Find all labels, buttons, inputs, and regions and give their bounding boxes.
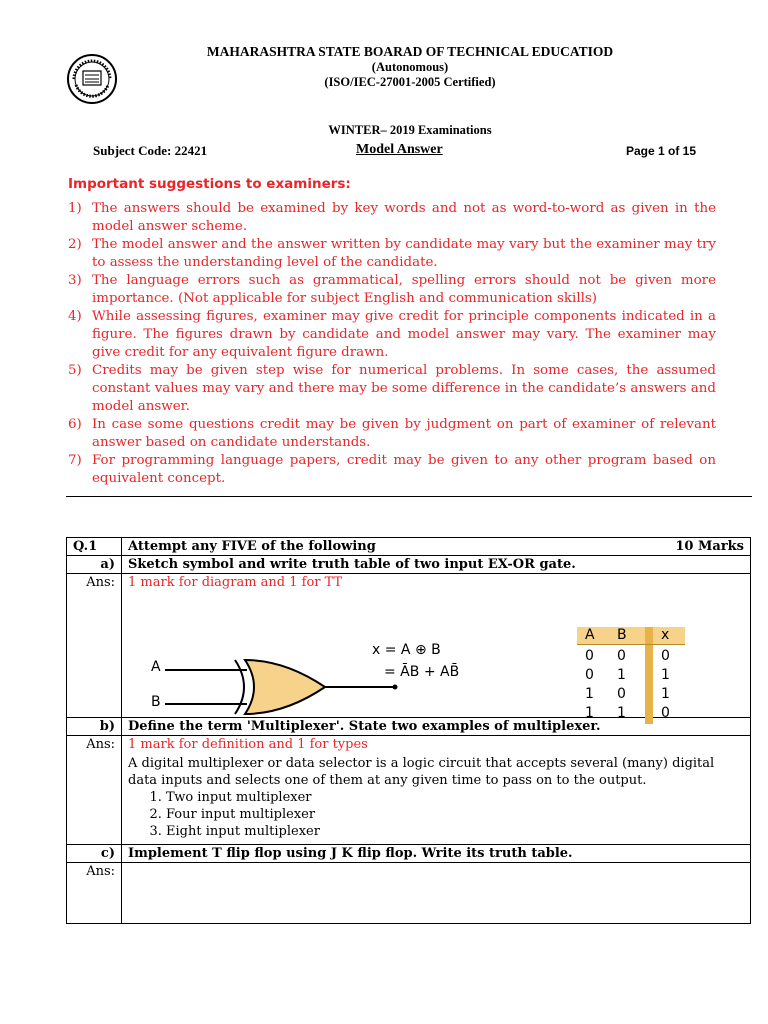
tt-cell: 1 [617, 667, 626, 683]
suggestion-number: 4) [68, 309, 82, 324]
list-item: 3. Eight input multiplexer [166, 823, 744, 840]
list-item: 1. Two input multiplexer [166, 789, 744, 806]
tt-cell: 1 [585, 686, 594, 702]
answer-b-cell [122, 736, 751, 845]
truth-table [577, 627, 685, 724]
suggestion-item [68, 200, 716, 236]
tt-cell: 0 [585, 667, 594, 683]
q-c-text: Implement T flip flop using J K flip flop. Write its truth table. [122, 845, 751, 863]
tt-cell: 0 [617, 686, 626, 702]
question-table [66, 537, 751, 924]
table-row [67, 538, 751, 556]
suggestion-number: 3) [68, 273, 82, 288]
xor-back-arc [235, 660, 244, 714]
tt-cell: 0 [661, 705, 670, 721]
suggestion-text: For programming language papers, credit may be given to any other program based on equivalent concept. [92, 453, 716, 486]
a-marking: 1 mark for diagram and 1 for TT [128, 575, 343, 590]
tt-header-line [577, 644, 685, 645]
certified-label: (ISO/IEC-27001-2005 Certified) [324, 75, 496, 89]
ans-label: Ans: [67, 574, 122, 718]
table-row [67, 556, 751, 574]
suggestion-item [68, 416, 716, 452]
xor-equation-1: x = A ⊕ B [372, 642, 441, 658]
board-name: MAHARASHTRA STATE BOARAD OF TECHNICAL EDUCATIOD [206, 44, 614, 59]
answer-c-cell [122, 863, 751, 924]
page-number: Page 1 of 15 [626, 144, 697, 158]
autonomous-label: (Autonomous) [371, 60, 449, 74]
q1-heading [122, 538, 751, 556]
tt-header-cell: A [585, 627, 595, 643]
table-row [67, 863, 751, 924]
tt-header-cell: B [617, 627, 627, 643]
suggestion-text: The model answer and the answer written by candidate may vary but the examiner may try to assess the understanding level of the candidate. [92, 237, 716, 270]
suggestion-text: The language errors such as grammatical, spelling errors should not be given more importance. (Not applicable for subject English and communication skills) [92, 273, 716, 306]
suggestion-text: In case some questions credit may be given by judgment on part of examiner of relevant answer based on candidate understands. [92, 417, 716, 450]
list-item: 2. Four input multiplexer [166, 806, 744, 823]
ans-label: Ans: [67, 736, 122, 845]
tt-cell: 1 [661, 667, 670, 683]
suggestions-list [68, 200, 716, 488]
q-b-label: b) [67, 718, 122, 736]
table-row [67, 845, 751, 863]
input-b-label: B [151, 694, 161, 710]
tt-header-cell: x [661, 627, 670, 643]
b-examples-list [128, 789, 744, 840]
divider-line [66, 496, 752, 497]
q1-label: Q.1 [67, 538, 122, 556]
tt-cell: 0 [617, 648, 626, 664]
tt-cell: 1 [661, 686, 670, 702]
b-marking: 1 mark for definition and 1 for types [128, 737, 368, 752]
suggestion-number: 1) [68, 201, 82, 216]
suggestion-number: 7) [68, 453, 82, 468]
b-definition: A digital multiplexer or data selector is a logic circuit that accepts several (many) digital data inputs and selects one of them at any given time to pass on to the output. [128, 756, 715, 788]
tt-cell: 1 [617, 705, 626, 721]
input-a-label: A [151, 659, 161, 675]
suggestions-title: Important suggestions to examiners: [68, 176, 351, 192]
output-node [393, 685, 398, 690]
table-row [67, 736, 751, 845]
ans-label: Ans: [67, 863, 122, 924]
suggestion-number: 5) [68, 363, 82, 378]
q-a-label: a) [67, 556, 122, 574]
suggestion-text: The answers should be examined by key words and not as word-to-word as given in the model answer scheme. [92, 201, 716, 234]
xor-gate-body [245, 660, 325, 714]
tt-cell: 1 [585, 705, 594, 721]
xor-gate-figure [145, 640, 475, 720]
tt-separator-bar [645, 627, 653, 724]
exam-title: WINTER– 2019 Examinations [328, 123, 492, 137]
subject-code: Subject Code: 22421 [93, 143, 208, 158]
suggestion-item [68, 308, 716, 362]
suggestion-item [68, 236, 716, 272]
xor-equation-2: = ĀB + AB̄ [384, 664, 460, 680]
suggestion-number: 2) [68, 237, 82, 252]
suggestion-item [68, 452, 716, 488]
tt-cell: 0 [585, 648, 594, 664]
q-c-label: c) [67, 845, 122, 863]
model-answer-title: Model Answer [356, 142, 443, 157]
q1-text: Attempt any FIVE of the following [128, 539, 376, 554]
suggestion-text: While assessing figures, examiner may give credit for principle components indicated in a figure. The figures drawn by candidate and model answer may vary. The examiner may give credit for any equivalent figure drawn. [92, 309, 716, 360]
tt-cell: 0 [661, 648, 670, 664]
suggestion-text: Credits may be given step wise for numerical problems. In some cases, the assumed constant values may vary and there may be some difference in the candidate’s answers and model answer. [92, 363, 716, 414]
suggestion-number: 6) [68, 417, 82, 432]
suggestion-item [68, 362, 716, 416]
q1-marks: 10 Marks [675, 539, 744, 554]
q-a-text: Sketch symbol and write truth table of two input EX-OR gate. [122, 556, 751, 574]
suggestion-item [68, 272, 716, 308]
q-b-text: Define the term 'Multiplexer'. State two examples of multiplexer. [122, 718, 751, 736]
